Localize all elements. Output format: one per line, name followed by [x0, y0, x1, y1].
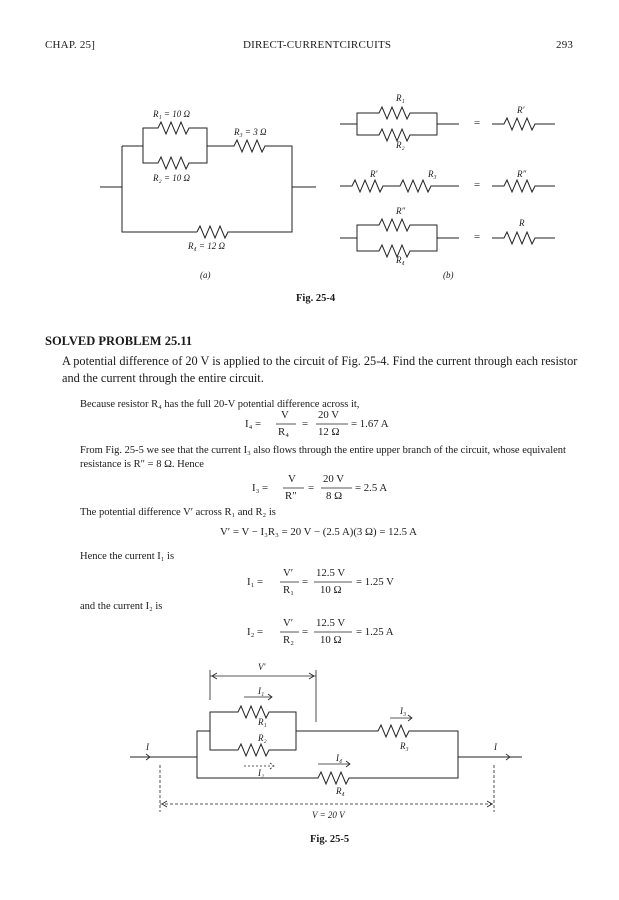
b-row2-equals: =	[474, 179, 481, 191]
f5-v-prime: V′	[258, 662, 266, 672]
b-row1-top: R₁	[396, 93, 405, 103]
eq4-den1: R₁	[283, 584, 294, 596]
eq1-lhs: I₄ =	[245, 418, 262, 430]
f5-i3: I₃	[400, 706, 407, 716]
eq4-result: = 1.25 V	[356, 576, 394, 588]
f5-i-right: I	[494, 742, 497, 752]
eq5-lhs: I₂ =	[247, 626, 264, 638]
panel-a-label: (a)	[200, 270, 211, 280]
eq2-num1: V	[288, 473, 296, 485]
eq5-den1: R₂	[283, 634, 294, 646]
eq2-num2: 20 V	[323, 473, 345, 485]
solution-p5: and the current I₂ is	[80, 601, 163, 612]
f5-r3: R₃	[400, 741, 409, 751]
f5-i-left: I	[146, 742, 149, 752]
f5-i2: I₂	[258, 768, 265, 778]
f5-v-total: V = 20 V	[312, 810, 345, 820]
eq1-den1: R₄	[278, 426, 289, 438]
f5-r2: R₂	[258, 733, 267, 743]
label-r3: R₃ = 3 Ω	[234, 127, 267, 137]
eq5-result: = 1.25 A	[356, 626, 394, 638]
b-row3-bottom: R₄	[396, 255, 405, 265]
b-row1-equals: =	[474, 117, 481, 129]
solution-p1: Because resistor R₄ has the full 20-V potential difference across it,	[80, 399, 360, 410]
b-row3-result: R	[519, 218, 525, 228]
eq3: V′ = V − I₃R₃ = 20 V − (2.5 A)(3 Ω) = 12.5 A	[220, 526, 417, 538]
solution-p2: From Fig. 25-5 we see that the current I₃ also flows through the entire upper branch of the circuit, whose equivalent resistance is R″ = 8 Ω. Hence	[80, 445, 566, 470]
eq2-den2: 8 Ω	[326, 490, 343, 502]
eq1-result: = 1.67 A	[351, 418, 389, 430]
eq5-num1: V′	[283, 617, 294, 629]
b-row1-result: R′	[517, 105, 525, 115]
problem-heading: SOLVED PROBLEM 25.11	[45, 334, 193, 348]
b-row3-equals: =	[474, 231, 481, 243]
fig-25-5-caption: Fig. 25-5	[310, 834, 350, 845]
b-row2-a: R′	[370, 169, 378, 179]
f5-i4: I₄	[336, 753, 343, 763]
page-number: 293	[556, 39, 574, 51]
b-row3-top: R″	[396, 206, 406, 216]
panel-b-label: (b)	[443, 270, 454, 280]
b-row2-result: R″	[517, 169, 527, 179]
eq5-num2: 12.5 V	[316, 617, 346, 629]
f5-r1: R₁	[258, 717, 267, 727]
eq4-lhs: I₁ =	[247, 576, 264, 588]
problem-statement: A potential difference of 20 V is applied to the circuit of Fig. 25-4. Find the current through each resistor and the current through the entire circuit.	[62, 354, 578, 385]
eq4-den2: 10 Ω	[320, 584, 342, 596]
running-header-title: DIRECT-CURRENTCIRCUITS	[243, 39, 392, 51]
eq2-lhs: I₃ =	[252, 482, 269, 494]
eq4-eq: =	[302, 576, 309, 588]
b-row1-bottom: R₂	[396, 140, 405, 150]
b-row2-b: R₃	[428, 169, 437, 179]
label-r2: R₂ = 10 Ω	[153, 173, 190, 183]
eq2-result: = 2.5 A	[355, 482, 388, 494]
eq5-den2: 10 Ω	[320, 634, 342, 646]
label-r4: R₄ = 12 Ω	[188, 241, 225, 251]
f5-r4: R₄	[336, 786, 345, 796]
eq1-den2: 12 Ω	[318, 426, 340, 438]
eq5-eq: =	[302, 626, 309, 638]
eq2-den1: R″	[285, 490, 297, 502]
eq1-num2: 20 V	[318, 409, 340, 421]
eq4-num2: 12.5 V	[316, 567, 346, 579]
solution-p3: The potential difference V′ across R₁ and R₂ is	[80, 507, 276, 518]
eq1-eq: =	[302, 418, 309, 430]
eq2-eq: =	[308, 482, 315, 494]
eq1-num1: V	[281, 409, 289, 421]
fig-25-4-caption: Fig. 25-4	[296, 293, 336, 304]
eq4-num1: V′	[283, 567, 294, 579]
solution-p4: Hence the current I₁ is	[80, 551, 175, 562]
label-r1: R₁ = 10 Ω	[153, 109, 190, 119]
f5-i1: I₁	[258, 686, 265, 696]
running-header-chapter: CHAP. 25]	[45, 39, 96, 51]
